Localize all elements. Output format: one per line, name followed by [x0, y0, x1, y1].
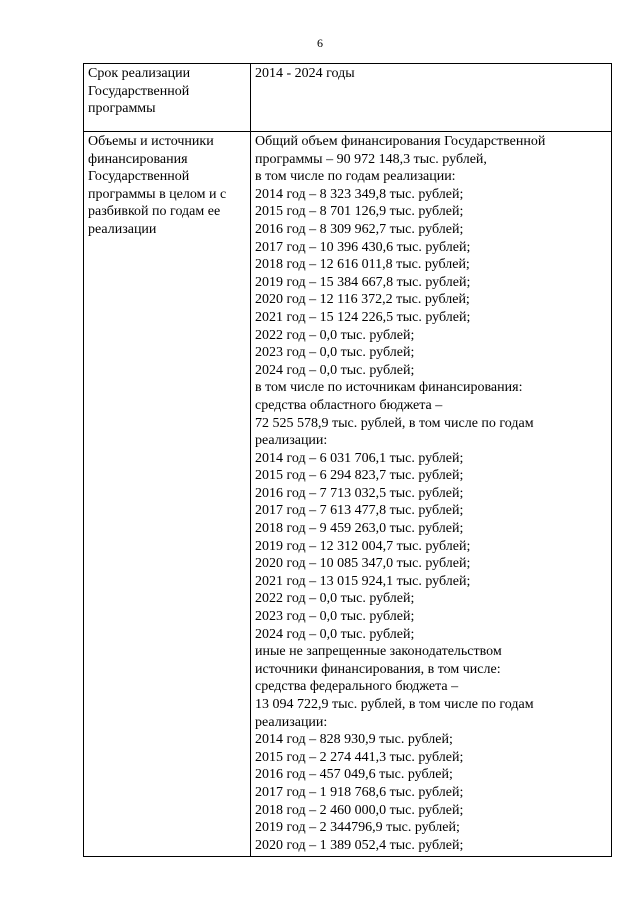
- value-lines: [255, 65, 607, 83]
- text-line: Государственной: [88, 83, 190, 99]
- text-line: реализации:: [255, 433, 328, 449]
- label-lines: [88, 65, 246, 118]
- row-label-cell: [84, 132, 251, 857]
- text-line: 2014 - 2024 годы: [255, 66, 355, 81]
- text-line: 2015 год – 6 294 823,7 тыс. рублей;: [255, 468, 464, 484]
- text-line: 2020 год – 1 389 052,4 тыс. рублей;: [255, 837, 464, 853]
- text-line: иные не запрещенные законодательством: [255, 644, 502, 660]
- row-label-cell: [84, 64, 251, 132]
- text-line: разбивкой по годам ее: [88, 204, 221, 220]
- text-line: в том числе по источникам финансирования:: [255, 380, 523, 396]
- text-line: 13 094 722,9 тыс. рублей, в том числе по годам: [255, 697, 534, 712]
- text-line: 2020 год – 12 116 372,2 тыс. рублей;: [255, 292, 470, 308]
- text-line: Срок реализации: [88, 66, 191, 81]
- text-line: 2019 год – 15 384 667,8 тыс. рублей;: [255, 274, 471, 290]
- text-line: средства областного бюджета –: [255, 397, 443, 413]
- passport-table: [83, 63, 612, 857]
- row-value-cell: [251, 64, 612, 132]
- table-row: [84, 64, 612, 132]
- text-line: программы в целом и с: [88, 186, 227, 202]
- text-line: реализации:: [255, 714, 328, 730]
- text-line: средства федерального бюджета –: [255, 679, 459, 695]
- text-line: 2020 год – 10 085 347,0 тыс. рублей;: [255, 556, 471, 572]
- text-line: 2017 год – 1 918 768,6 тыс. рублей;: [255, 784, 464, 800]
- text-line: 2019 год – 2 344796,9 тыс. рублей;: [255, 820, 460, 836]
- text-line: 2015 год – 2 274 441,3 тыс. рублей;: [255, 749, 464, 765]
- text-line: программы – 90 972 148,3 тыс. рублей,: [255, 151, 487, 167]
- text-line: 2017 год – 10 396 430,6 тыс. рублей;: [255, 239, 471, 255]
- text-line: 2022 год – 0,0 тыс. рублей;: [255, 591, 415, 607]
- text-line: 2015 год – 8 701 126,9 тыс. рублей;: [255, 204, 464, 220]
- text-line: 2021 год – 15 124 226,5 тыс. рублей;: [255, 309, 471, 325]
- text-line: 2018 год – 9 459 263,0 тыс. рублей;: [255, 521, 464, 537]
- text-line: Объемы и источники: [88, 134, 214, 149]
- text-line: финансирования: [88, 151, 188, 167]
- text-line: 2018 год – 2 460 000,0 тыс. рублей;: [255, 802, 464, 818]
- text-line: 2016 год – 457 049,6 тыс. рублей;: [255, 767, 453, 783]
- text-line: 2017 год – 7 613 477,8 тыс. рублей;: [255, 503, 464, 519]
- text-line: Государственной: [88, 169, 190, 185]
- text-line: реализации: [88, 221, 157, 237]
- text-line: Общий объем финансирования Государственной: [255, 134, 546, 149]
- text-line: 2014 год – 8 323 349,8 тыс. рублей;: [255, 186, 464, 202]
- text-line: 2023 год – 0,0 тыс. рублей;: [255, 609, 415, 625]
- text-line: 2021 год – 13 015 924,1 тыс. рублей;: [255, 573, 471, 589]
- label-lines: [88, 133, 246, 239]
- text-line: 72 525 578,9 тыс. рублей, в том числе по годам: [255, 415, 534, 431]
- text-line: 2014 год – 828 930,9 тыс. рублей;: [255, 732, 453, 748]
- text-line: 2018 год – 12 616 011,8 тыс. рублей;: [255, 257, 470, 273]
- text-line: 2022 год – 0,0 тыс. рублей;: [255, 327, 415, 343]
- text-line: 2016 год – 7 713 032,5 тыс. рублей;: [255, 485, 464, 501]
- text-line: 2024 год – 0,0 тыс. рублей;: [255, 626, 415, 642]
- text-line: в том числе по годам реализации:: [255, 169, 456, 185]
- text-line: программы: [88, 101, 156, 117]
- row-value-cell: [251, 132, 612, 857]
- text-line: 2019 год – 12 312 004,7 тыс. рублей;: [255, 538, 471, 554]
- text-line: источники финансирования, в том числе:: [255, 661, 501, 677]
- table-row: [84, 132, 612, 857]
- page-number: 6: [317, 36, 323, 50]
- text-line: 2016 год – 8 309 962,7 тыс. рублей;: [255, 221, 464, 237]
- text-line: 2024 год – 0,0 тыс. рублей;: [255, 362, 415, 378]
- text-line: 2023 год – 0,0 тыс. рублей;: [255, 345, 415, 361]
- text-line: 2014 год – 6 031 706,1 тыс. рублей;: [255, 450, 464, 466]
- value-lines: [255, 133, 607, 854]
